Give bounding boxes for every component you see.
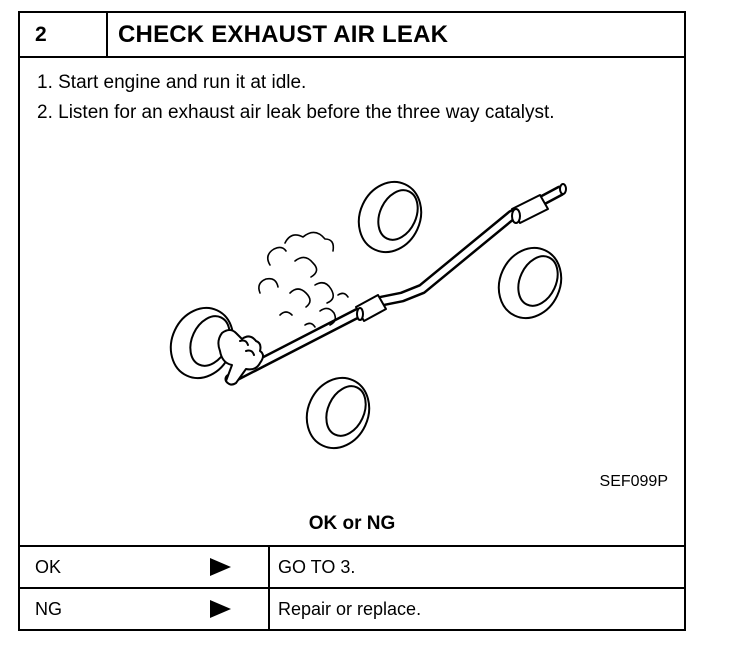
wheel-rear-right: [488, 238, 573, 329]
right-arrow-icon: [210, 600, 231, 618]
wheel-front-right: [296, 368, 381, 455]
step-number: 2: [20, 13, 108, 56]
result-action: GO TO 3.: [278, 557, 356, 577]
instructions: [37, 68, 555, 128]
instruction-step-1: 1. Start engine and run it at idle.: [37, 72, 307, 93]
result-row-ng: [20, 587, 684, 629]
instruction-step-2: 2. Listen for an exhaust air leak before the three way catalyst.: [37, 102, 555, 123]
result-row-ok: [20, 545, 684, 587]
result-label: NG: [35, 599, 62, 619]
result-prompt: OK or NG: [308, 513, 396, 534]
result-action: Repair or replace.: [278, 599, 422, 619]
right-arrow-icon: [210, 558, 231, 576]
figure-code: SEF099P: [599, 473, 668, 490]
muffler: [512, 195, 548, 223]
hand-icon: [218, 330, 263, 385]
column-divider: [268, 589, 270, 629]
exhaust-smoke: [259, 232, 348, 327]
result-label: OK: [35, 557, 62, 577]
procedure-box: [18, 11, 686, 631]
wheel-rear-left: [348, 172, 433, 263]
exhaust-leak-illustration: [120, 165, 600, 455]
procedure-header: [20, 13, 684, 58]
column-divider: [268, 547, 270, 587]
procedure-title: CHECK EXHAUST AIR LEAK: [118, 21, 449, 48]
tailpipe-end: [560, 184, 566, 194]
